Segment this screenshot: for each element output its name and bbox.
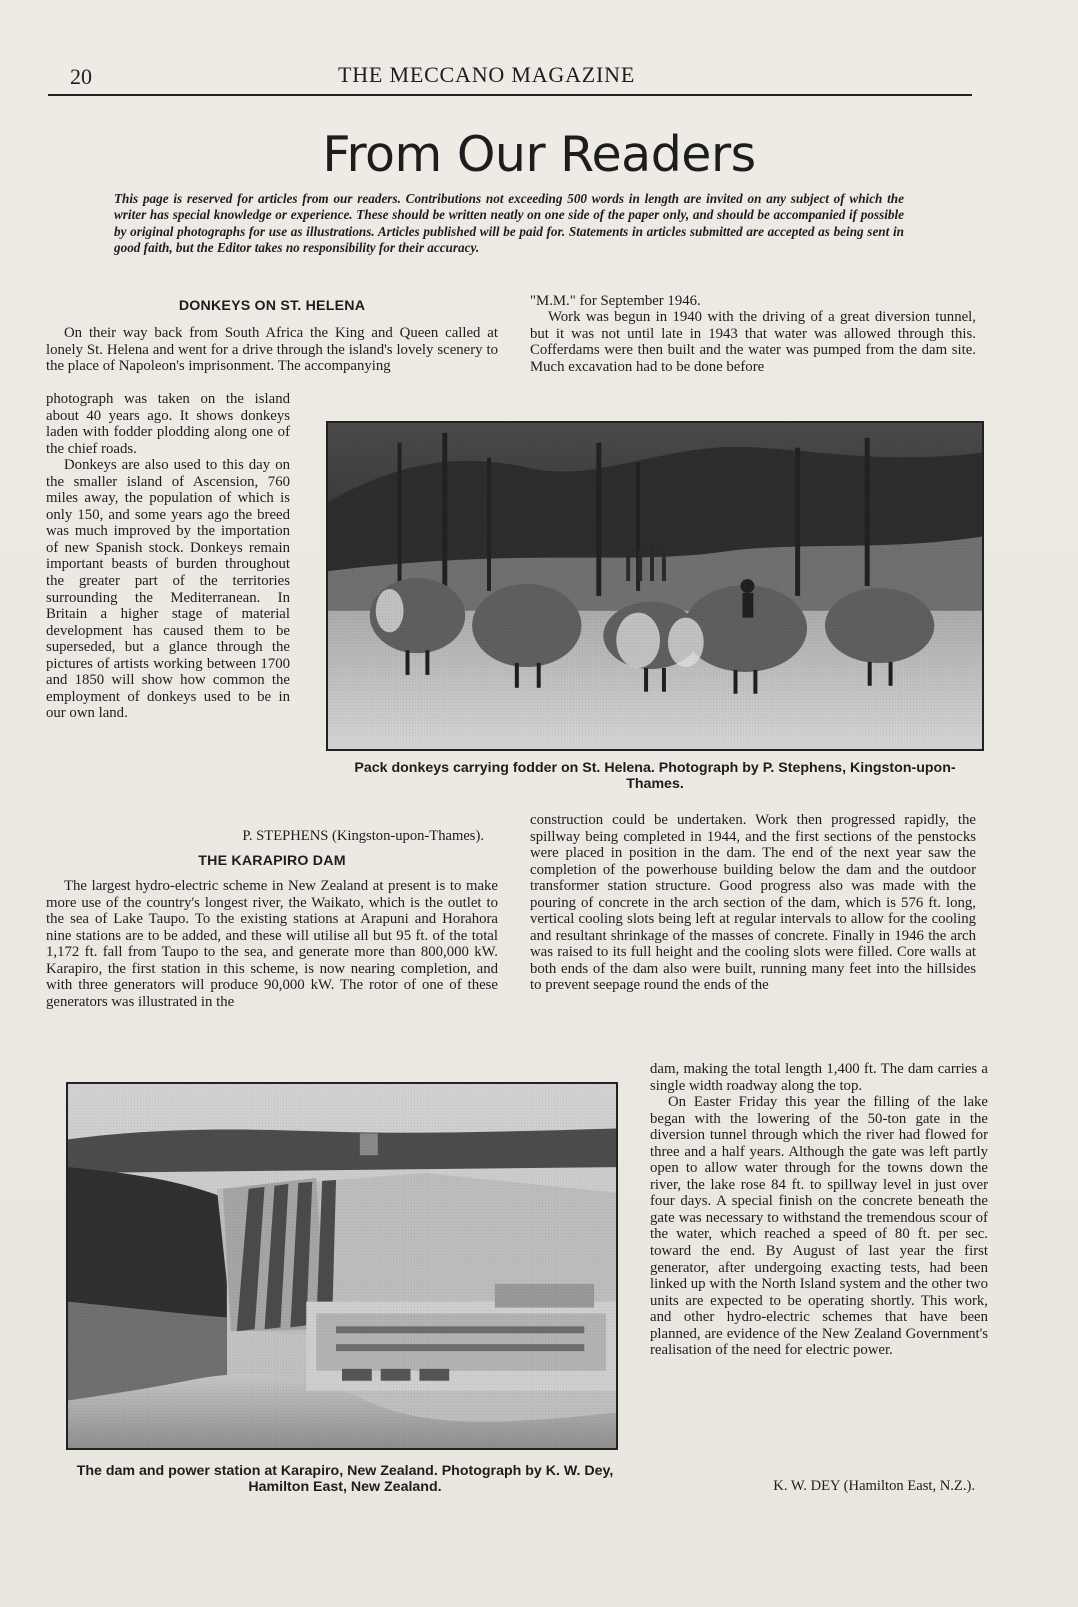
header-rule xyxy=(48,94,972,96)
page-header xyxy=(48,58,972,94)
karapiro-paragraph-3 xyxy=(530,812,976,994)
magazine-title: THE MECCANO MAGAZINE xyxy=(338,62,636,87)
donkeys-paragraph-1 xyxy=(46,325,498,375)
donkeys-author: P. STEPHENS (Kingston-upon-Thames). xyxy=(242,828,484,844)
karapiro-photo-caption: The dam and power station at Karapiro, New Zealand. Photograph by K. W. Dey, Hamilton East, New Zealand. xyxy=(76,1463,614,1496)
donkeys-photo-caption: Pack donkeys carrying fodder on St. Helena. Photograph by P. Stephens, Kingston-upon-Thames. xyxy=(354,760,956,793)
intro-text: This page is reserved for articles from our readers. Contributions not exceeding 500 words in length are invited on any subject of which the writer has special knowledge or experience. These should be written neatly on one side of the paper only, and should be accompanied if possible by original photographs for use as illustrations. Articles published will be paid for. Statements in articles submitted are accepted as being sent in good faith, but the Editor takes no responsibility for their accuracy. xyxy=(114,191,904,256)
karapiro-paragraph-4-text: dam, making the total length 1,400 ft. The dam carries a single width roadway along the top. xyxy=(650,1061,988,1094)
donkeys-heading: DONKEYS ON ST. HELENA xyxy=(178,298,366,314)
karapiro-reference-text: "M.M." for September 1946. xyxy=(530,293,701,309)
donkeys-paragraph-3-text: Donkeys are also used to this day on the smaller island of Ascension, 760 miles away, the population of which is only 150, and some years ago the breed was much improved by the importation of new Spanish stock. Donkeys remain important beasts of burden throughout the greater part of the territories surrounding the Mediterranean. In Britain a higher stage of material development has caused them to be superseded, but a glance through the pictures of artists working between 1700 and 1850 will show how common the employment of donkeys used to be in our own land. xyxy=(46,457,290,722)
karapiro-photo-graphic xyxy=(68,1084,616,1448)
donkeys-photo-graphic xyxy=(328,423,982,749)
donkeys-paragraph-2-text: photograph was taken on the island about 40 years ago. It shows donkeys laden with fodder plodding along one of the chief roads. xyxy=(46,391,290,457)
karapiro-photo xyxy=(66,1082,618,1450)
karapiro-paragraph-1 xyxy=(46,878,498,1010)
donkeys-photo xyxy=(326,421,984,751)
karapiro-paragraph-3-text: construction could be undertaken. Work then progressed rapidly, the spillway being completed in 1944, and the first sections of the penstocks were placed in position in the dam. The end of the next year saw the completion of the powerhouse building below the dam and the outdoor transformer station structure. Good progress also was made with the pouring of concrete in the arch section of the dam, which is 576 ft. long, vertical cooling slots being left at regular intervals to allow for the cooling and resultant shrinkage of the masses of concrete. Finally in 1946 the arch was raised to its full height and the cooling slots were filled. Core walls at both ends of the dam also were built, running many feet into the hillsides to prevent seepage round the ends of the xyxy=(530,812,976,994)
karapiro-author: K. W. DEY (Hamilton East, N.Z.). xyxy=(773,1478,975,1494)
page-number: 20 xyxy=(70,64,92,89)
donkeys-paragraph-1-text: On their way back from South Africa the King and Queen called at lonely St. Helena and went for a drive through the island's lovely scenery to the place of Napoleon's imprisonment. The accompanying xyxy=(46,325,498,375)
karapiro-paragraph-1-text: The largest hydro-electric scheme in New Zealand at present is to make more use of the country's longest river, the Waikato, which is the outlet to the sea of Lake Taupo. To the existing stations at Arapuni and Horahora nine stations are to be added, and these will utilise all but 95 ft. of the total 1,172 ft. fall from Taupo to the sea, and generate more than 800,000 kW. Karapiro, the first station in this scheme, is now nearing completion, and with three generators will produce 90,000 kW. The rotor of one of these generators was illustrated in the xyxy=(46,878,498,1010)
karapiro-paragraph-5-text: On Easter Friday this year the filling of the lake began with the lowering of the 50-ton gate in the diversion tunnel through which the river had flowed for three and a half years. Although the gate was left partly open to allow water through for the towns down the river, the lake rose 84 ft. to spillway level in just over four days. A special finish on the concrete beneath the gate was necessary to withstand the tremendous scour of the water, which reached a speed of 80 ft. per sec. toward the end. By August of last year the first generator, after undergoing exacting tests, had been linked up with the North Island system and the other two units are expected to be operating shortly. This work, and other hydro-electric schemes that have been planned, are evidence of the New Zealand Government's realisation of the need for electric power. xyxy=(650,1094,988,1359)
karapiro-paragraph-4 xyxy=(650,1061,988,1359)
donkeys-narrow-column xyxy=(46,391,290,722)
page-title: From Our Readers xyxy=(322,126,756,183)
karapiro-paragraph-2 xyxy=(530,309,976,375)
karapiro-heading: THE KARAPIRO DAM xyxy=(198,853,346,869)
karapiro-paragraph-2-text: Work was begun in 1940 with the driving of a great diversion tunnel, but it was not until late in 1943 that water was allowed through this. Cofferdams were then built and the water was pumped from the dam site. Much excavation had to be done before xyxy=(530,309,976,375)
karapiro-reference xyxy=(530,293,976,310)
